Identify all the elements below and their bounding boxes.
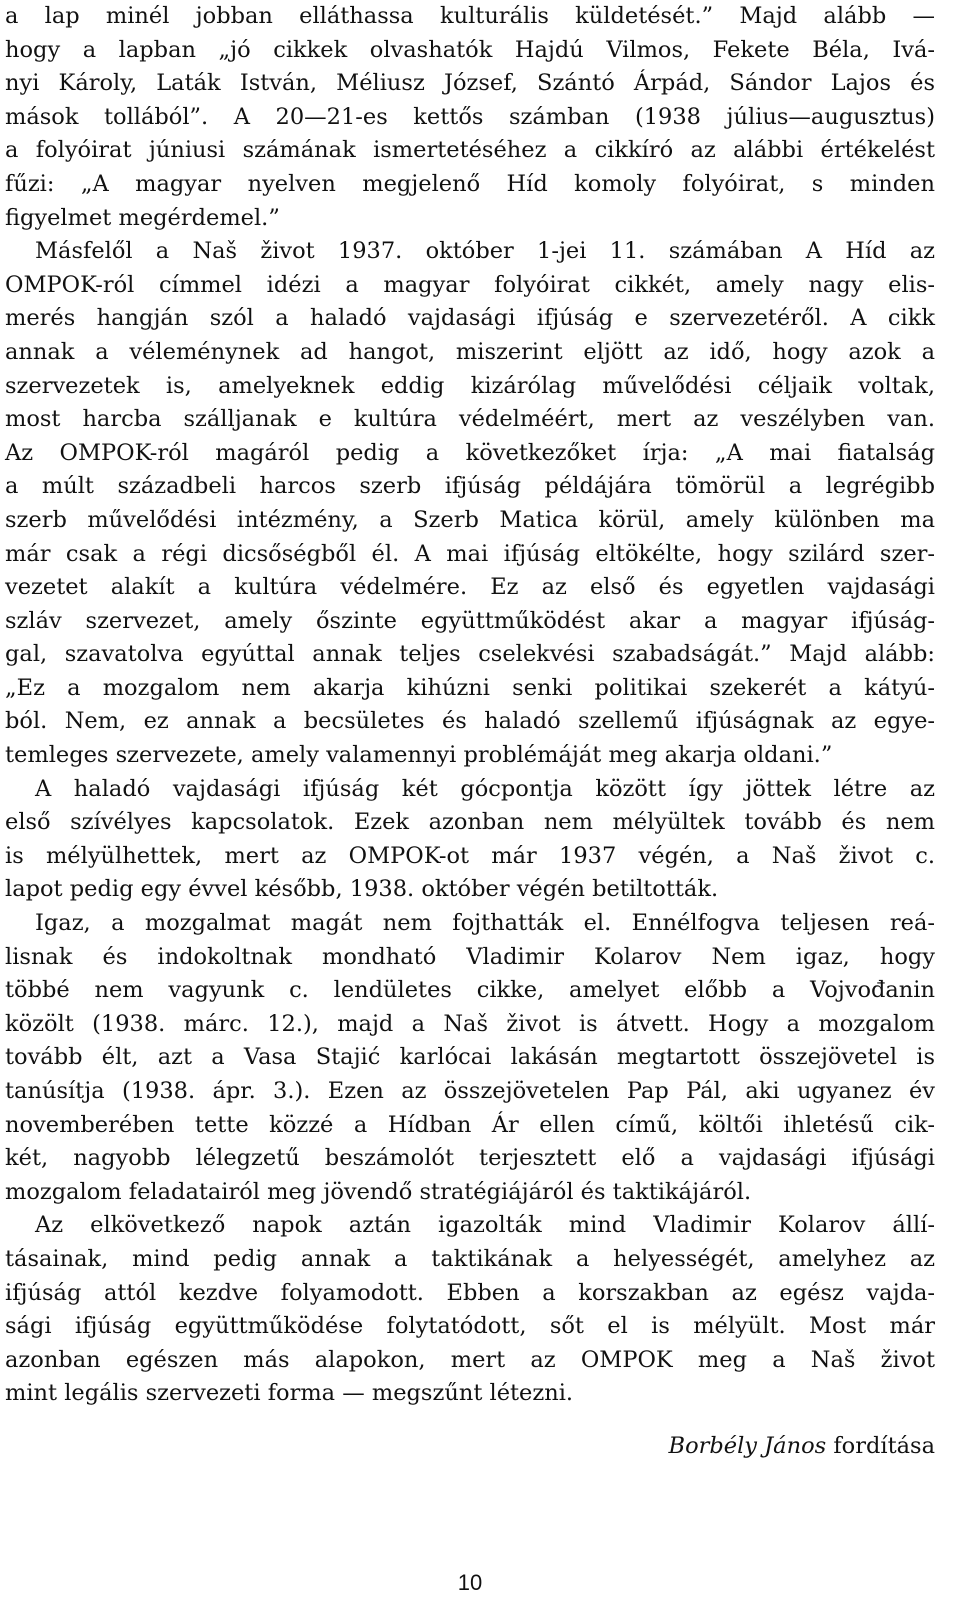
text-line: már csak a régi dicsőségből él. A mai ifjúság eltökélte, hogy szilárd szer- [5,540,935,567]
text-line: azonban egészen más alapokon, mert az OMPOK meg a Naš život [5,1346,935,1373]
text-line: fűzi: „A magyar nyelven megjelenő Híd komoly folyóirat, s minden [5,170,935,197]
text-line: tásainak, mind pedig annak a taktikának a helyességét, amelyhez az [5,1245,935,1272]
text-line: Igaz, a mozgalmat magát nem fojthatták el. Ennélfogva teljesen reá- [35,910,935,937]
text-line: szerb művelődési intézmény, a Szerb Matica körül, amely különben ma [5,506,935,533]
text-line: vezetet alakít a kultúra védelmére. Ez az első és egyetlen vajdasági [5,574,935,601]
text-line: hogy a lapban „jó cikkek olvashatók Hajdú Vilmos, Fekete Béla, Ivá- [5,36,935,63]
text-line: is mélyülhettek, mert az OMPOK-ot már 1937 végén, a Naš život c. [5,842,935,869]
text-line: szervezetek is, amelyeknek eddig kizárólag művelődési céljaik voltak, [5,372,935,399]
text-line: Az elkövetkező napok aztán igazolták mind Vladimir Kolarov állí- [35,1212,935,1239]
text-line: tanúsítja (1938. ápr. 3.). Ezen az összejövetelen Pap Pál, aki ugyanez év [5,1078,935,1104]
article-body [5,0,935,1411]
text-line: OMPOK-ról címmel idézi a magyar folyóirat cikkét, amely nagy elis- [5,271,935,298]
translator-credit [5,1430,935,1464]
text-line: a folyóirat júniusi számának ismertetéséhez a cikkíró az alábbi értékelést [5,137,935,164]
text-line: figyelmet megérdemel.” [5,204,280,231]
text-line: ból. Nem, ez annak a becsületes és haladó szellemű ifjúságnak az egye- [5,708,935,735]
text-line: a lap minél jobban elláthassa kulturális küldetését.” Majd alább — [5,3,935,29]
text-line: két, nagyobb lélegzetű beszámolót terjesztett elő a vajdasági ifjúsági [5,1145,935,1172]
text-line: lapot pedig egy évvel később, 1938. október végén betiltották. [5,876,719,903]
text-line: első szívélyes kapcsolatok. Ezek azonban nem mélyültek tovább és nem [5,809,935,836]
text-line: mások tollából”. A 20—21-es kettős számban (1938 július—augusztus) [5,103,935,130]
text-line: mozgalom feladatairól meg jövendő stratégiájáról és taktikájáról. [5,1178,752,1205]
text-line: nyi Károly, Laták István, Méliusz József, Szántó Árpád, Sándor Lajos és [5,70,935,97]
text-line: Az OMPOK-ról magáról pedig a következőket írja: „A mai fiatalság [5,439,935,466]
text-line: Másfelől a Naš život 1937. október 1-jei 11. számában A Híd az [35,238,935,265]
text-line: sági ifjúság együttműködése folytatódott, sőt el is mélyült. Most már [5,1313,935,1340]
text-line: a múlt századbeli harcos szerb ifjúság példájára tömörül a legrégibb [5,473,935,500]
text-line: mint legális szervezeti forma — megszűnt létezni. [5,1380,574,1407]
text-line: annak a véleménynek ad hangot, miszerint eljött az idő, hogy azok a [5,338,935,365]
translator-role: fordítása [833,1433,935,1459]
text-line: „Ez a mozgalom nem akarja kihúzni senki politikai szekerét a kátyú- [5,674,935,701]
text-line: temleges szervezete, amely valamennyi problémáját meg akarja oldani.” [5,742,833,769]
text-line: gal, szavatolva egyúttal annak teljes cselekvési szabadságát.” Majd alább: [5,641,935,668]
text-line: többé nem vagyunk c. lendületes cikke, amelyet előbb a Vojvođanin [5,977,935,1004]
text-line: közölt (1938. márc. 12.), majd a Naš život is átvett. Hogy a mozgalom [5,1010,935,1037]
text-line: merés hangján szól a haladó vajdasági ifjúság e szervezetéről. A cikk [5,305,935,332]
translator-name: Borbély János [668,1433,827,1459]
text-line: ifjúság attól kezdve folyamodott. Ebben a korszakban az egész vajda- [5,1279,935,1306]
text-line: most harcba szálljanak e kultúra védelméért, mert az veszélyben van. [5,406,935,433]
text-line: novemberében tette közzé a Hídban Ár ellen című, költői ihletésű cik- [5,1111,935,1138]
text-line: tovább élt, azt a Vasa Stajić karlócai lakásán megtartott összejövetel is [5,1044,935,1071]
page-number: 10 [457,1570,483,1595]
text-line: szláv szervezet, amely őszinte együttműködést akar a magyar ifjúság- [5,607,935,634]
text-line: lisnak és indokoltnak mondható Vladimir Kolarov Nem igaz, hogy [5,943,935,970]
text-line: A haladó vajdasági ifjúság két gócpontja között így jöttek létre az [35,775,935,802]
